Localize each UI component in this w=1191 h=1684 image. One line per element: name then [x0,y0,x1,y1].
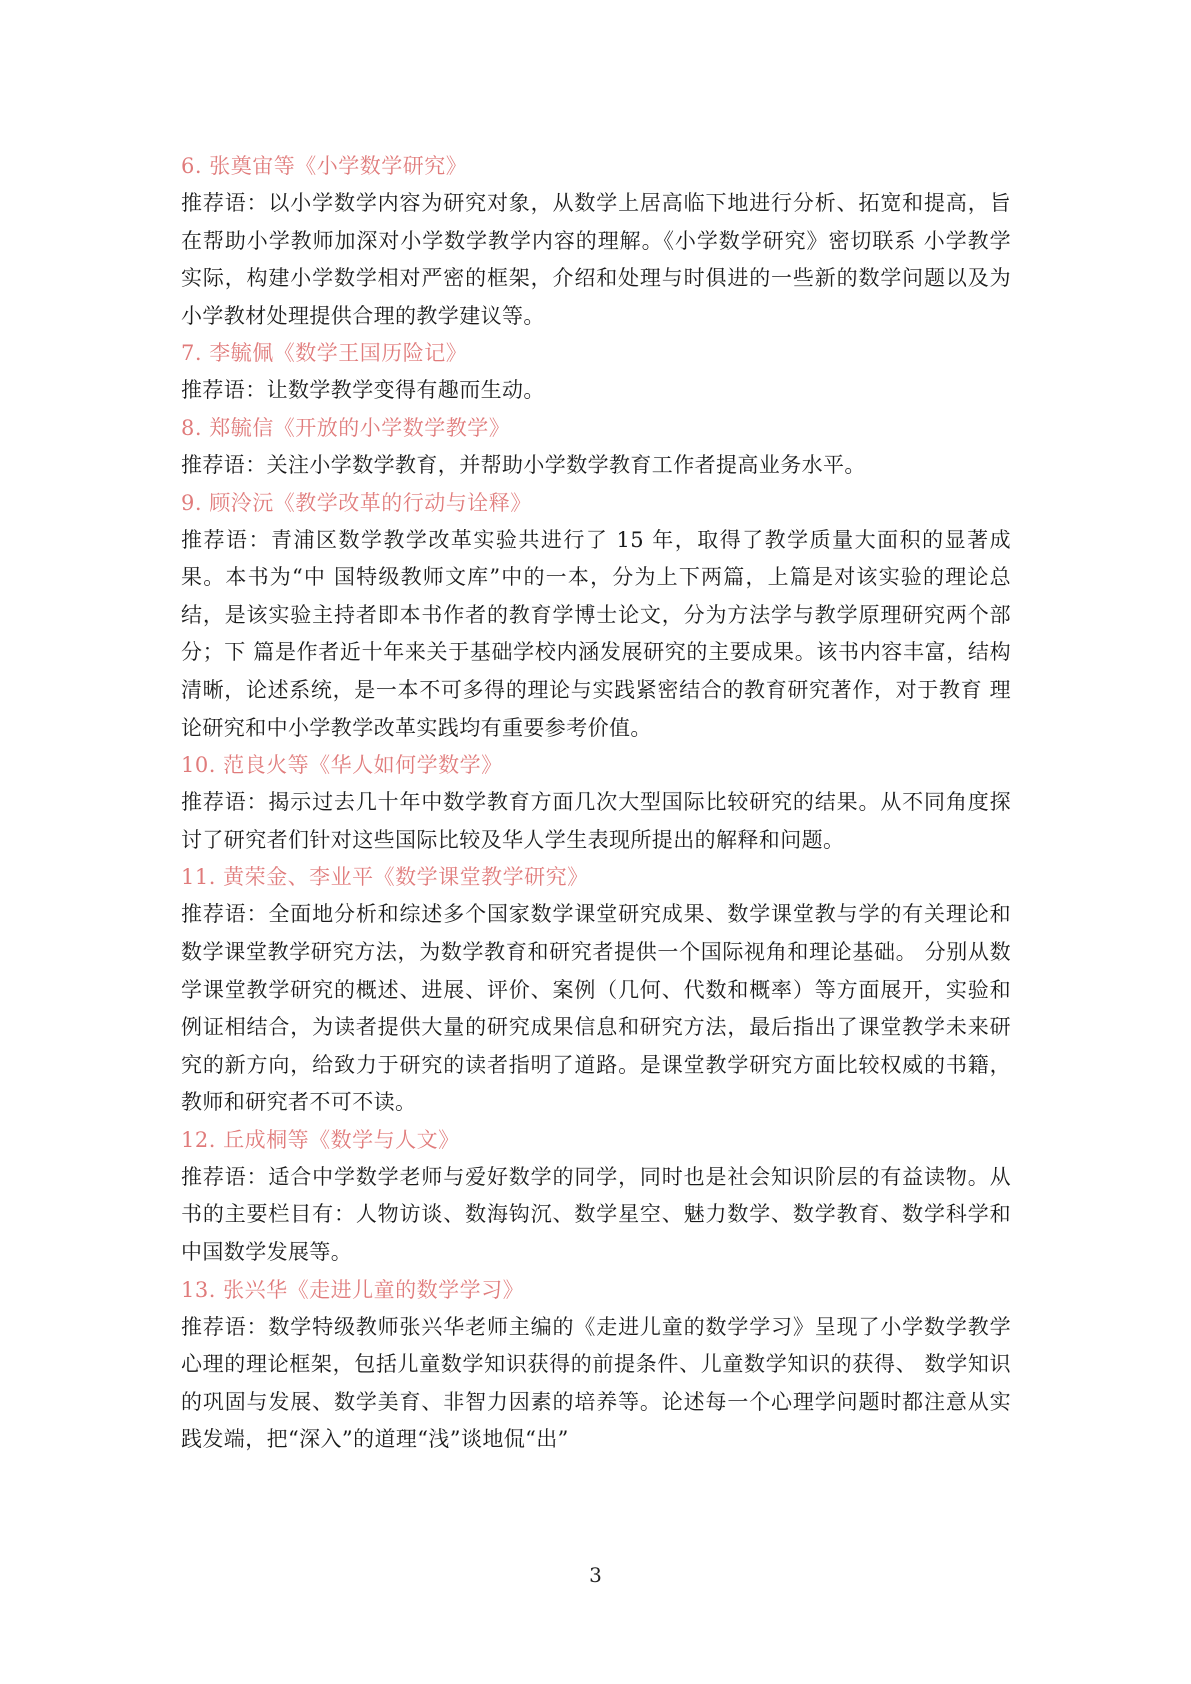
entry-recommendation: 推荐语：以小学数学内容为研究对象，从数学上居高临下地进行分析、拓宽和提高，旨在帮助小学教师加深对小学数学教学内容的理解。《小学数学研究》密切联系 小学教学实际，构建小学数学相对严密的框架，介绍和处理与时俱进的一些新的数学问题以及为小学教材处理提供合理的教学建议等。 [181,191,1011,328]
book-entry [181,410,1011,485]
entry-recommendation: 推荐语：关注小学数学教育，并帮助小学数学教育工作者提高业务水平。 [181,452,866,477]
entry-recommendation: 推荐语：让数学教学变得有趣而生动。 [181,378,545,403]
entry-title: 10. 范良火等《华人如何学数学》 [181,753,503,778]
entry-recommendation: 推荐语：全面地分析和综述多个国家数学课堂研究成果、数学课堂教与学的有关理论和数学课堂教学研究方法，为数学教育和研究者提供一个国际视角和理论基础。 分别从数学课堂教学研究的概述、进展、评价、案例（几何、代数和概率）等方面展开，实验和例证相结合，为读者提供大量的研究成果信息和研究方法，最后指出了课堂教学未来研究的新方向，给致力于研究的读者指明了道路。是课堂教学研究方面比较权威的书籍，教师和研究者不可不读。 [181,902,1011,1115]
book-entry [181,485,1011,748]
book-entry [181,335,1011,410]
document-page [181,148,1011,1459]
entry-title: 9. 顾泠沅《教学改革的行动与诠释》 [181,490,532,515]
entry-recommendation: 推荐语：揭示过去几十年中数学教育方面几次大型国际比较研究的结果。从不同角度探讨了研究者们针对这些国际比较及华人学生表现所提出的解释和问题。 [181,790,1011,852]
entry-title: 8. 郑毓信《开放的小学数学教学》 [181,415,511,440]
book-entry [181,747,1011,859]
book-entry [181,148,1011,335]
entry-recommendation: 推荐语：青浦区数学教学改革实验共进行了 15 年，取得了教学质量大面积的显著成果。本书为“中 国特级教师文库”中的一本，分为上下两篇，上篇是对该实验的理论总结，是该实验主持者即本书作者的教育学博士论文，分为方法学与教学原理研究两个部分；下 篇是作者近十年来关于基础学校内涵发展研究的主要成果。该书内容丰富，结构清晰，论述系统，是一本不可多得的理论与实践紧密结合的教育研究著作，对于教育 理论研究和中小学教学改革实践均有重要参考价值。 [181,527,1011,740]
entry-title: 6. 张奠宙等《小学数学研究》 [181,154,468,178]
entry-title: 12. 丘成桐等《数学与人文》 [181,1127,460,1152]
entry-recommendation: 推荐语：数学特级教师张兴华老师主编的《走进儿童的数学学习》呈现了小学数学教学心理的理论框架，包括儿童数学知识获得的前提条件、儿童数学知识的获得、 数学知识的巩固与发展、数学美育、非智力因素的培养等。论述每一个心理学问题时都注意从实践发端，把“深入”的道理“浅”谈地侃“出” [181,1314,1011,1452]
entry-title: 13. 张兴华《走进儿童的数学学习》 [181,1277,525,1302]
book-entry [181,859,1011,1122]
entry-title: 7. 李毓佩《数学王国历险记》 [181,341,468,366]
entry-title: 11. 黄荣金、李业平《数学课堂教学研究》 [181,865,589,890]
entry-recommendation: 推荐语：适合中学数学老师与爱好数学的同学，同时也是社会知识阶层的有益读物。从书的主要栏目有：人物访谈、数海钩沉、数学星空、魅力数学、数学教育、数学科学和中国数学发展等。 [181,1164,1011,1265]
book-entry [181,1272,1011,1459]
book-entry [181,1122,1011,1272]
page-number: 3 [589,1563,602,1587]
